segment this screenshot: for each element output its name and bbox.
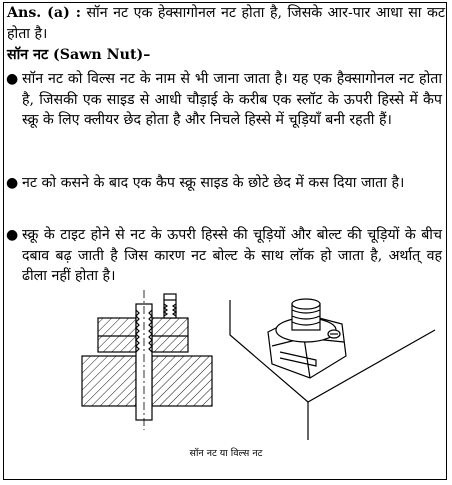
answer-paragraph [7, 3, 445, 44]
section-heading: सॉन नट (Sawn Nut)– [7, 47, 151, 63]
answer-prefix: Ans. (a) : [7, 5, 81, 21]
isometric-view [230, 299, 435, 440]
sectional-view [82, 290, 212, 430]
bullet-text: स्क्रू के टाइट होने से नट के ऊपरी हिस्से की चूड़ियों और बोल्ट की चूड़ियों के बीच दबाव बढ़ जाती है जिस कारण नट बोल्ट के साथ लॉक हो जाता है, अर्थात् वह ढीला नहीं होता है। [22, 227, 442, 285]
bullet-dot: ● [6, 227, 19, 243]
figure-caption: सॉन नट या विल्स नट [189, 448, 263, 459]
bullet-text: नट को कसने के बाद एक कैप स्क्रू साइड के छोटे छेद में कस दिया जाता है। [22, 175, 405, 191]
sawn-nut-figure [80, 290, 440, 440]
bullet-dot: ● [6, 71, 19, 87]
answer-text: सॉन नट एक हेक्सागोनल नट होता है, जिसके आर-पार आधा सा कट होता है। [7, 5, 446, 42]
bullet-dot: ● [6, 175, 19, 191]
bullet-text: सॉन नट को विल्स नट के नाम से भी जाना जाता है। यह एक हैक्सागोनल नट होता है, जिसकी एक साइड से आधी चौड़ाई के करीब एक स्लॉट के ऊपरी हिस्से में कैप स्क्रू के लिए क्लीयर छेद होता है और निचले हिस्से में चूड़ियाँ बनी रहती हैं। [22, 71, 442, 129]
